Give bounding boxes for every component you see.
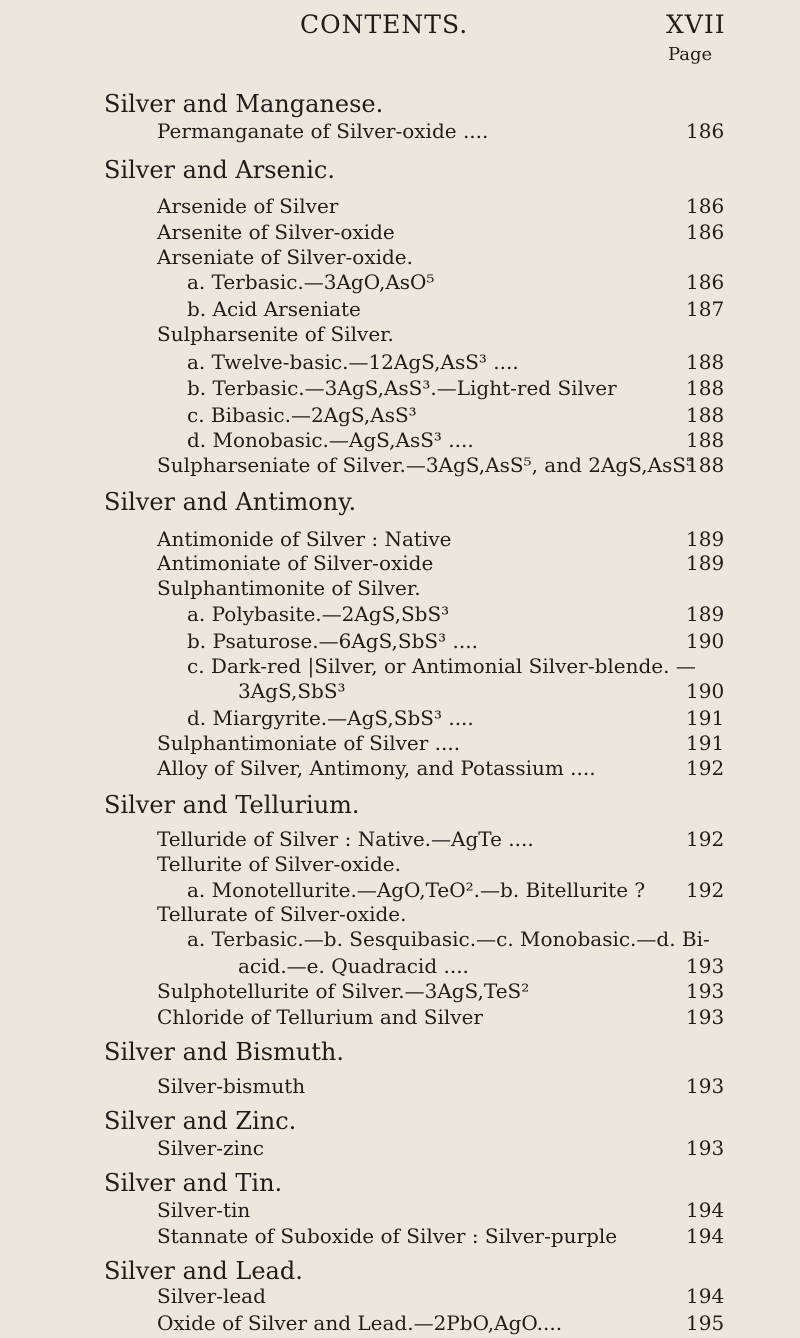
entry-page-number: 188 <box>686 453 725 477</box>
entry-title: Silver-zinc <box>157 1136 264 1160</box>
entry-page-number: 189 <box>686 551 725 575</box>
entry-page-number: 194 <box>686 1224 725 1248</box>
entry-title: Sulphotellurite of Silver.—3AgS,TeS² <box>157 979 530 1003</box>
entry-page-number: 191 <box>686 706 725 730</box>
entry-page-number: 188 <box>686 428 725 452</box>
entry-title: 3AgS,SbS³ <box>238 679 346 703</box>
contents-entry <box>0 753 800 783</box>
contents-entry <box>0 599 800 629</box>
section-title: Silver and Arsenic. <box>104 156 335 184</box>
section-title: Silver and Manganese. <box>104 90 384 118</box>
entry-title: Silver-bismuth <box>157 1074 306 1098</box>
entry-title: Antimoniate of Silver-oxide <box>157 551 434 575</box>
section-title: Silver and Zinc. <box>104 1107 297 1135</box>
entry-title: Sulphantimoniate of Silver .... <box>157 731 461 755</box>
contents-entry <box>0 924 800 954</box>
entry-title: b. Psaturose.—6AgS,SbS³ .... <box>187 629 478 653</box>
entry-page-number: 192 <box>686 878 725 902</box>
entry-title: Tellurite of Silver-oxide. <box>157 852 401 876</box>
entry-page-number: 193 <box>686 1074 725 1098</box>
entry-page-number: 186 <box>686 270 725 294</box>
contents-entry <box>0 1221 800 1251</box>
entry-title: Alloy of Silver, Antimony, and Potassium .... <box>157 756 596 780</box>
entry-page-number: 188 <box>686 376 725 400</box>
entry-title: Stannate of Suboxide of Silver : Silver-purple <box>157 1224 618 1248</box>
entry-page-number: 191 <box>686 731 725 755</box>
entry-title: d. Miargyrite.—AgS,SbS³ .... <box>187 706 474 730</box>
entry-title: Antimonide of Silver : Native <box>157 527 452 551</box>
entry-title: Sulphantimonite of Silver. <box>157 576 421 600</box>
entry-page-number: 193 <box>686 1005 725 1029</box>
page-number-roman: XVII <box>666 10 726 39</box>
entry-page-number: 187 <box>686 297 725 321</box>
entry-title: c. Bibasic.—2AgS,AsS³ <box>187 403 417 427</box>
section-title: Silver and Tin. <box>104 1169 283 1197</box>
entry-title: d. Monobasic.—AgS,AsS³ .... <box>187 428 474 452</box>
section-heading <box>0 1037 800 1067</box>
contents-entry <box>0 267 800 297</box>
entry-title: Arseniate of Silver-oxide. <box>157 245 413 269</box>
entry-page-number: 190 <box>686 629 725 653</box>
entry-title: c. Dark-red |Silver, or Antimonial Silver-blende. — <box>187 654 696 678</box>
entry-title: Chloride of Tellurium and Silver <box>157 1005 483 1029</box>
section-heading <box>0 487 800 517</box>
section-title: Silver and Bismuth. <box>104 1038 344 1066</box>
section-title: Silver and Tellurium. <box>104 791 360 819</box>
section-title: Silver and Lead. <box>104 1257 303 1285</box>
section-heading <box>0 1106 800 1136</box>
contents-entry <box>0 373 800 403</box>
section-heading <box>0 89 800 119</box>
page-column-label: Page <box>668 44 713 65</box>
entry-title: Sulpharsenite of Silver. <box>157 322 394 346</box>
running-header-title: CONTENTS. <box>300 10 469 39</box>
entry-page-number: 189 <box>686 527 725 551</box>
entry-page-number: 192 <box>686 827 725 851</box>
contents-entry <box>0 1002 800 1032</box>
contents-entry <box>0 1281 800 1311</box>
entry-title: a. Terbasic.—3AgO,AsO⁵ <box>187 270 435 294</box>
entry-page-number: 193 <box>686 1136 725 1160</box>
entry-title: Oxide of Silver and Lead.—2PbO,AgO.... <box>157 1311 563 1335</box>
entry-page-number: 194 <box>686 1284 725 1308</box>
section-title: Silver and Antimony. <box>104 488 357 516</box>
entry-title: Permanganate of Silver-oxide .... <box>157 119 489 143</box>
entry-title: Silver-tin <box>157 1198 251 1222</box>
entry-page-number: 192 <box>686 756 725 780</box>
entry-page-number: 188 <box>686 403 725 427</box>
entry-title: Sulpharseniate of Silver.—3AgS,AsS⁵, and 2AgS,AsS⁵ <box>157 453 694 477</box>
entry-title: a. Twelve-basic.—12AgS,AsS³ .... <box>187 350 519 374</box>
section-heading <box>0 1168 800 1198</box>
section-heading <box>0 790 800 820</box>
entry-title: b. Terbasic.—3AgS,AsS³.—Light-red Silver <box>187 376 617 400</box>
contents-entry <box>0 1133 800 1163</box>
contents-entry <box>0 116 800 146</box>
entry-page-number: 188 <box>686 350 725 374</box>
entry-title: Arsenide of Silver <box>157 194 339 218</box>
contents-entry <box>0 450 800 480</box>
entry-page-number: 186 <box>686 220 725 244</box>
contents-entry <box>0 1071 800 1101</box>
entry-title: a. Polybasite.—2AgS,SbS³ <box>187 602 450 626</box>
entry-title: a. Terbasic.—b. Sesquibasic.—c. Monobasic.—d. Bi- <box>187 927 710 951</box>
entry-page-number: 186 <box>686 119 725 143</box>
entry-page-number: 194 <box>686 1198 725 1222</box>
entry-title: Telluride of Silver : Native.—AgTe .... <box>157 827 534 851</box>
contents-entry <box>0 319 800 349</box>
entry-page-number: 193 <box>686 979 725 1003</box>
entry-title: a. Monotellurite.—AgO,TeO².—b. Bitellurite ? <box>187 878 646 902</box>
entry-page-number: 193 <box>686 954 725 978</box>
entry-title: Tellurate of Silver-oxide. <box>157 902 407 926</box>
entry-title: Silver-lead <box>157 1284 266 1308</box>
entry-title: Arsenite of Silver-oxide <box>157 220 395 244</box>
contents-entry <box>0 676 800 706</box>
contents-entry <box>0 1308 800 1338</box>
entry-page-number: 186 <box>686 194 725 218</box>
entry-page-number: 195 <box>686 1311 725 1335</box>
entry-title: acid.—e. Quadracid .... <box>238 954 469 978</box>
entry-page-number: 190 <box>686 679 725 703</box>
entry-title: b. Acid Arseniate <box>187 297 361 321</box>
section-heading <box>0 155 800 185</box>
entry-page-number: 189 <box>686 602 725 626</box>
